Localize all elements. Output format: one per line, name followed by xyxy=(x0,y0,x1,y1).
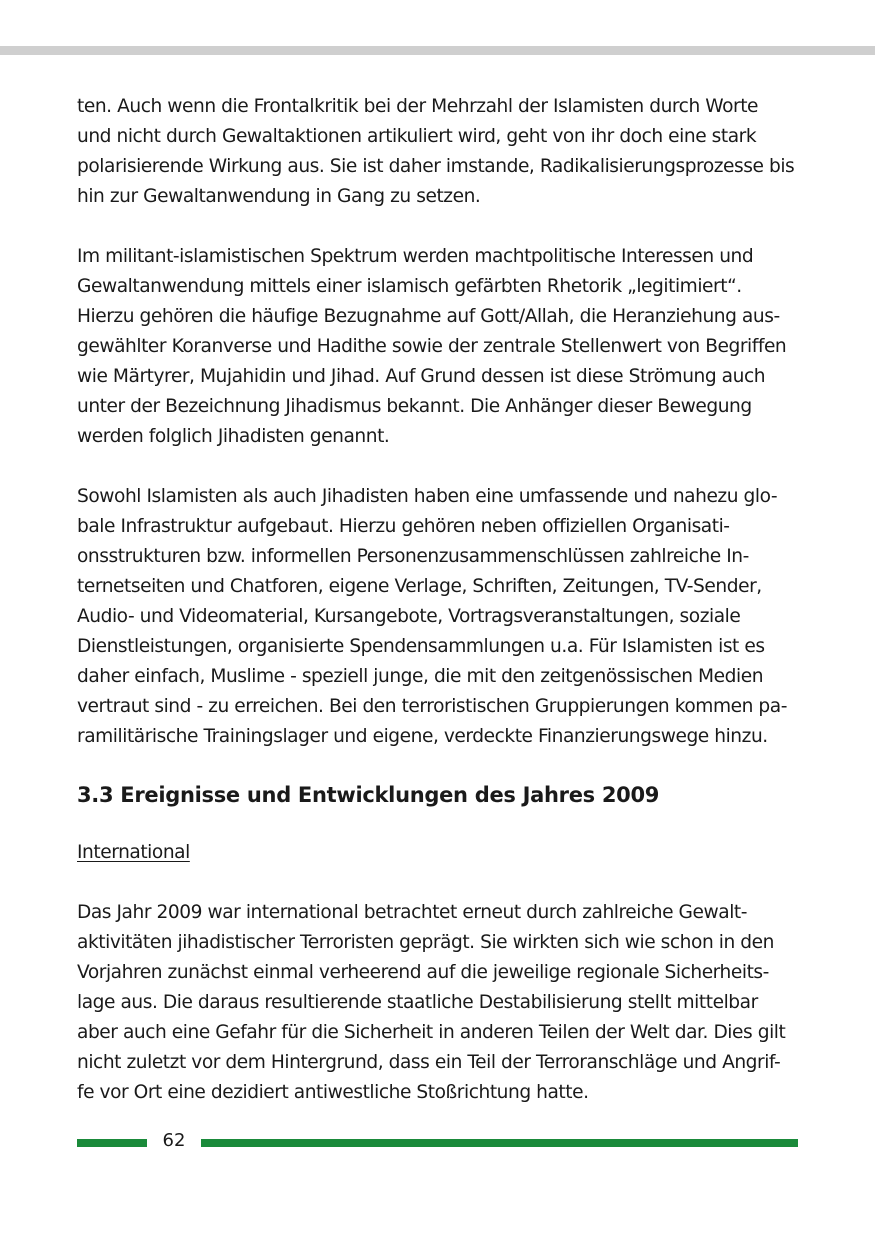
paragraph-international-2009: Das Jahr 2009 war international betrachtet erneut durch zahlreiche Gewalt- aktivitäten jihadistischer Terroristen geprägt. Sie wirkten sich wie schon in den Vorjahren zunächst einmal verheerend auf die jeweilige regionale Sicherheits- lage aus. Die daraus resultierende staatliche Destabilisierung stellt mittelbar aber auch eine Gefahr für die Sicherheit in anderen Teilen der Welt dar. Dies gilt nicht zuletzt vor dem Hintergrund, dass ein Teil der Terroranschläge und Angrif- fe vor Ort eine dezidiert antiwestliche Stoßrichtung hatte. xyxy=(77,902,786,1103)
paragraph-militant-spectrum: Im militant-islamistischen Spektrum werden machtpolitische Interessen und Gewaltanwendung mittels einer islamisch gefärbten Rhetorik „legitimiert“. Hierzu gehören die häufige Bezugnahme auf Gott/Allah, die Heranziehung aus- gewählter Koranverse und Hadithe sowie der zentrale Stellenwert von Begriffen wie Märtyrer, Mujahidin und Jihad. Auf Grund dessen ist diese Strömung auch unter der Bezeichnung Jihadismus bekannt. Die Anhänger dieser Bewegung werden folglich Jihadisten genannt. xyxy=(77,246,787,447)
paragraph-infrastructure: Sowohl Islamisten als auch Jihadisten haben eine umfassende und nahezu glo- bale Infrastruktur aufgebaut. Hierzu gehören neben offiziellen Organisati- onsstrukturen bzw. informellen Personenzusammenschlüssen zahlreiche In- ternetseiten und Chatforen, eigene Verlage, Schriften, Zeitungen, TV-Sender, Audio- und Videomaterial, Kursangebote, Vortragsveranstaltungen, soziale Dienstleistungen, organisierte Spendensammlungen u.a. Für Islamisten ist es daher einfach, Muslime - speziell junge, die mit den zeitgenössischen Medien vertraut sind - zu erreichen. Bei den terroristischen Gruppierungen kommen pa- ramilitärische Trainingslager und eigene, verdeckte Finanzierungswege hinzu. xyxy=(77,486,787,747)
section-heading: 3.3 Ereignisse und Entwicklungen des Jahres 2009 xyxy=(77,783,660,807)
header-rule xyxy=(0,46,875,55)
page-content xyxy=(77,92,799,1108)
paragraph-continuation: ten. Auch wenn die Frontalkritik bei der Mehrzahl der Islamisten durch Worte und nicht durch Gewaltaktionen artikuliert wird, geht von ihr doch eine stark polarisierende Wirkung aus. Sie ist daher imstande, Radikalisierungsprozesse bis hin zur Gewaltanwendung in Gang zu setzen. xyxy=(77,96,795,207)
subsection-heading-international: International xyxy=(77,842,190,863)
footer-bar-right xyxy=(201,1139,798,1147)
page-number: 62 xyxy=(162,1130,186,1151)
footer-bar-left xyxy=(77,1139,147,1147)
